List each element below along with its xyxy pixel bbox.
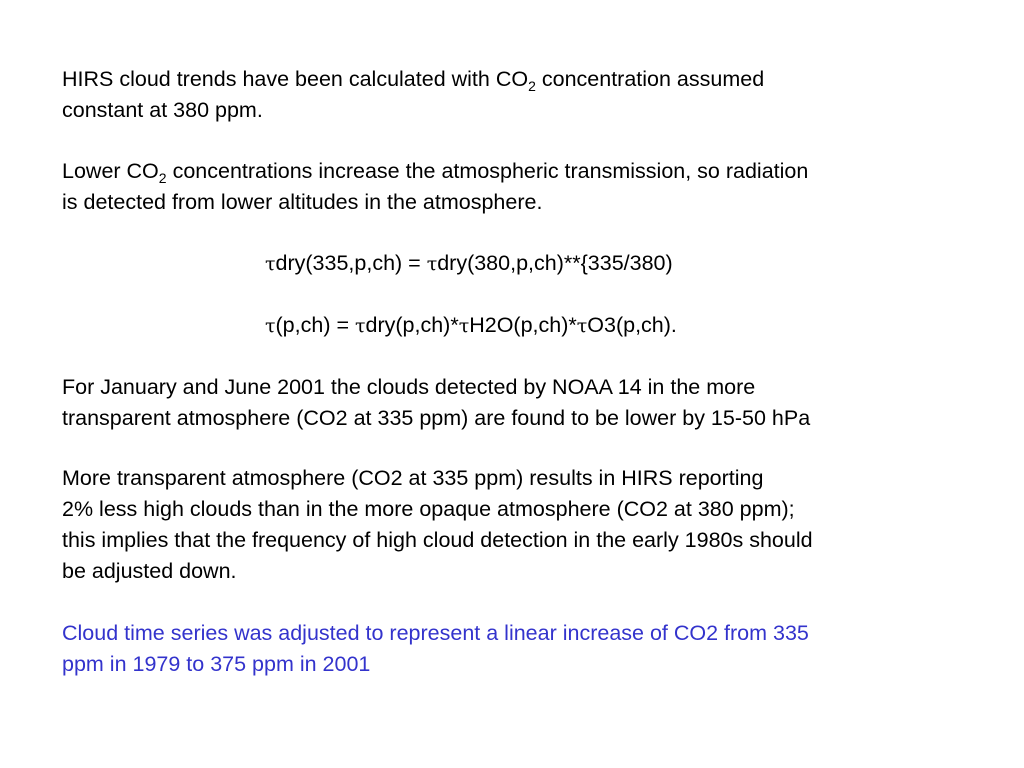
tau-symbol: τ: [265, 315, 276, 337]
subscript: 2: [158, 170, 167, 186]
tau-symbol: τ: [576, 315, 588, 337]
tau-symbol: τ: [458, 315, 470, 337]
text-segment: Lower CO: [62, 159, 159, 183]
paragraph-co2-assumption: [62, 64, 764, 126]
paragraph-line: constant at 380 ppm.: [62, 98, 263, 122]
paragraph-time-series-adjustment: [62, 618, 809, 680]
text-segment: concentration assumed: [535, 67, 765, 91]
paragraph-line: [62, 64, 764, 95]
tau-symbol: τ: [426, 253, 438, 275]
paragraph-line: Cloud time series was adjusted to represent a linear increase of CO2 from 335: [62, 621, 809, 645]
equation-part: H2O(p,ch)*: [469, 313, 577, 337]
paragraph-line: [62, 156, 808, 187]
paragraph-line: be adjusted down.: [62, 559, 237, 583]
paragraph-lower-co2: [62, 156, 808, 218]
paragraph-transparent-atmosphere: [62, 463, 813, 587]
subscript: 2: [528, 78, 536, 94]
equation-part: dry(p,ch)*: [365, 313, 459, 337]
equation-part: O3(p,ch).: [587, 313, 677, 337]
paragraph-line: transparent atmosphere (CO2 at 335 ppm) are found to be lower by 15-50 hPa: [62, 406, 811, 430]
equation-tau-dry: [265, 248, 673, 280]
equation-part: (p,ch) =: [275, 313, 355, 337]
text-segment: concentrations increase the atmospheric transmission, so radiation: [166, 159, 809, 183]
equation-part: dry(380,p,ch)**{335/380): [437, 251, 673, 275]
paragraph-noaa14-results: [62, 372, 810, 434]
paragraph-line: For January and June 2001 the clouds detected by NOAA 14 in the more: [62, 375, 756, 399]
paragraph-line: this implies that the frequency of high cloud detection in the early 1980s should: [62, 528, 813, 552]
tau-symbol: τ: [354, 315, 366, 337]
text-segment: HIRS cloud trends have been calculated with CO: [62, 67, 529, 91]
paragraph-line: 2% less high clouds than in the more opaque atmosphere (CO2 at 380 ppm);: [62, 497, 795, 521]
paragraph-line: More transparent atmosphere (CO2 at 335 ppm) results in HIRS reporting: [62, 466, 764, 490]
paragraph-line: ppm in 1979 to 375 ppm in 2001: [62, 652, 371, 676]
equation-tau-total: [265, 310, 677, 342]
tau-symbol: τ: [265, 253, 276, 275]
equation-part: dry(335,p,ch) =: [275, 251, 427, 275]
paragraph-line: is detected from lower altitudes in the atmosphere.: [62, 190, 543, 214]
